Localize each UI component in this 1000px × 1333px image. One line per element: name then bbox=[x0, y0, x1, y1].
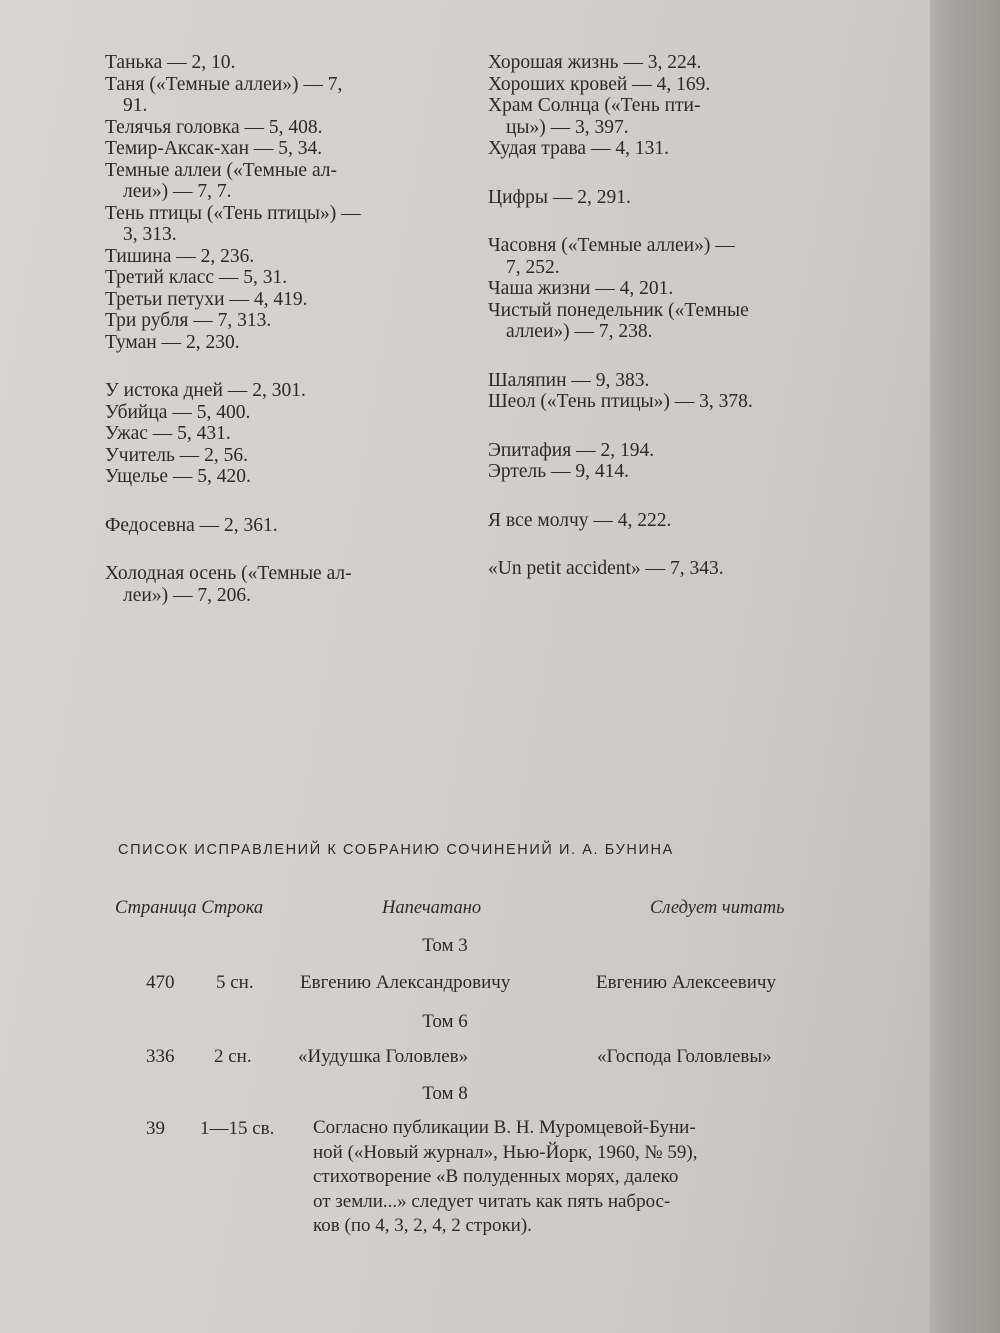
index-entry bbox=[105, 74, 465, 117]
index-entry-text: Третьи петухи — 4, 419. bbox=[105, 288, 308, 310]
volume-label: Том 8 bbox=[422, 1083, 468, 1104]
index-entry-text: Тишина — 2, 236. bbox=[105, 245, 255, 267]
index-entry-continuation: аллеи») — 7, 238. bbox=[506, 321, 653, 342]
index-entry-text: Шеол («Тень птицы») — 3, 378. bbox=[488, 391, 753, 412]
index-entry-text: Худая трава — 4, 131. bbox=[488, 138, 669, 159]
index-entry-text: Чаша жизни — 4, 201. bbox=[488, 278, 674, 299]
index-entry-text: Телячья головка — 5, 408. bbox=[105, 116, 323, 138]
index-entry bbox=[488, 461, 848, 483]
index-entry bbox=[105, 332, 465, 354]
index-entry-text: Танька — 2, 10. bbox=[105, 52, 236, 73]
index-entry-text: Я все молчу — 4, 222. bbox=[488, 509, 672, 531]
index-entry bbox=[488, 74, 848, 96]
index-entry-text: Три рубля — 7, 313. bbox=[105, 310, 272, 331]
index-entry bbox=[488, 440, 848, 462]
note-line: Согласно публикации В. Н. Муромцевой-Буни- bbox=[313, 1117, 696, 1138]
errata-printed: Евгению Александровичу bbox=[300, 972, 511, 993]
errata-correct: «Господа Головлевы» bbox=[597, 1046, 772, 1067]
errata-line: 2 сн. bbox=[214, 1046, 252, 1067]
index-entry-text: Тень птицы («Тень птицы») — bbox=[105, 202, 361, 224]
adjacent-page-edge bbox=[930, 0, 1000, 1333]
index-entry-continuation: леи») — 7, 7. bbox=[123, 181, 232, 202]
index-entry-text: Чистый понедельник («Темные bbox=[488, 299, 749, 321]
index-entry bbox=[488, 300, 848, 343]
index-entry-text: Хорошая жизнь — 3, 224. bbox=[488, 52, 702, 73]
index-column-left bbox=[105, 52, 465, 606]
index-entry-text: Цифры — 2, 291. bbox=[488, 186, 631, 208]
column-header-page-line: Страница Строка bbox=[115, 898, 264, 918]
index-entry bbox=[105, 380, 465, 402]
note-line: ной («Новый журнал», Нью-Йорк, 1960, № 59), bbox=[313, 1141, 698, 1163]
index-entry bbox=[105, 138, 465, 160]
index-entry bbox=[105, 203, 465, 246]
index-entry bbox=[105, 289, 465, 311]
index-entry-text: Храм Солнца («Тень пти- bbox=[488, 95, 701, 116]
index-entry-continuation: леи») — 7, 206. bbox=[123, 584, 251, 606]
errata-line: 5 сн. bbox=[216, 972, 254, 993]
errata-page: 470 bbox=[146, 972, 175, 993]
index-entry bbox=[105, 563, 465, 606]
note-line: ков (по 4, 3, 2, 4, 2 строки). bbox=[313, 1215, 532, 1236]
index-entry bbox=[105, 52, 465, 74]
index-entry bbox=[105, 310, 465, 332]
index-entry bbox=[105, 267, 465, 289]
index-entry bbox=[105, 160, 465, 203]
index-entry bbox=[488, 52, 848, 74]
volume-label: Том 3 bbox=[422, 935, 468, 956]
letter-group-gap bbox=[488, 483, 848, 510]
letter-group-gap bbox=[488, 413, 848, 440]
index-entry-text: Шаляпин — 9, 383. bbox=[488, 369, 650, 391]
index-entry-text: Ущелье — 5, 420. bbox=[105, 466, 251, 487]
index-entry bbox=[105, 445, 465, 467]
index-entry bbox=[488, 187, 848, 209]
letter-group-gap bbox=[488, 343, 848, 370]
index-entry-text: Третий класс — 5, 31. bbox=[105, 267, 288, 288]
index-entry-continuation: 7, 252. bbox=[506, 256, 560, 278]
errata-correct: Евгению Алексеевичу bbox=[596, 972, 776, 993]
index-entry bbox=[105, 466, 465, 488]
index-entry-continuation: цы») — 3, 397. bbox=[506, 116, 629, 138]
volume-label: Том 6 bbox=[422, 1011, 468, 1032]
errata-line: 1—15 св. bbox=[200, 1118, 275, 1139]
index-entry-text: Эпитафия — 2, 194. bbox=[488, 439, 655, 461]
index-entry bbox=[488, 235, 848, 278]
column-header-should-read: Следует читать bbox=[650, 898, 785, 918]
index-entry-text: Учитель — 2, 56. bbox=[105, 444, 248, 466]
letter-group-gap bbox=[105, 536, 465, 563]
letter-group-gap bbox=[488, 208, 848, 235]
index-entry-text: Темные аллеи («Темные ал- bbox=[105, 159, 338, 181]
note-line: от земли...» следует читать как пять наброс- bbox=[313, 1190, 671, 1212]
index-entry-continuation: 91. bbox=[123, 95, 148, 116]
letter-group-gap bbox=[105, 488, 465, 515]
index-entry-text: «Un petit accident» — 7, 343. bbox=[488, 558, 724, 579]
index-entry bbox=[488, 558, 848, 580]
index-entry-text: Федосевна — 2, 361. bbox=[105, 514, 278, 536]
index-entry bbox=[488, 278, 848, 300]
index-entry bbox=[105, 117, 465, 139]
index-entry bbox=[105, 515, 465, 537]
index-entry bbox=[105, 246, 465, 268]
index-entry-text: Холодная осень («Темные ал- bbox=[105, 563, 352, 584]
index-entry-text: Убийца — 5, 400. bbox=[105, 401, 251, 423]
index-entry-text: Хороших кровей — 4, 169. bbox=[488, 73, 711, 95]
index-entry-text: Часовня («Темные аллеи») — bbox=[488, 235, 735, 256]
index-entry-text: Ужас — 5, 431. bbox=[105, 423, 231, 444]
errata-page: 39 bbox=[146, 1118, 165, 1139]
column-header-printed: Напечатано bbox=[382, 898, 482, 918]
index-entry-text: Темир-Аксак-хан — 5, 34. bbox=[105, 138, 323, 159]
index-entry bbox=[488, 370, 848, 392]
index-entry bbox=[488, 95, 848, 138]
note-line: стихотворение «В полуденных морях, далеко bbox=[313, 1166, 679, 1187]
index-entry bbox=[488, 391, 848, 413]
errata-note bbox=[313, 1116, 833, 1239]
index-column-right bbox=[488, 52, 848, 580]
index-entry bbox=[105, 423, 465, 445]
letter-group-gap bbox=[488, 160, 848, 187]
index-entry bbox=[488, 138, 848, 160]
errata-page: 336 bbox=[146, 1046, 175, 1067]
index-entry bbox=[488, 510, 848, 532]
index-entry-text: У истока дней — 2, 301. bbox=[105, 380, 306, 401]
index-entry-text: Таня («Темные аллеи») — 7, bbox=[105, 73, 343, 95]
errata-title: СПИСОК ИСПРАВЛЕНИЙ К СОБРАНИЮ СОЧИНЕНИЙ И. А. БУНИНА bbox=[118, 842, 674, 858]
errata-printed: «Иудушка Головлев» bbox=[298, 1046, 469, 1067]
letter-group-gap bbox=[105, 353, 465, 380]
index-entry-text: Эртель — 9, 414. bbox=[488, 461, 630, 482]
index-entry-continuation: 3, 313. bbox=[123, 224, 177, 245]
index-entry bbox=[105, 402, 465, 424]
index-entry-text: Туман — 2, 230. bbox=[105, 331, 240, 353]
letter-group-gap bbox=[488, 531, 848, 558]
